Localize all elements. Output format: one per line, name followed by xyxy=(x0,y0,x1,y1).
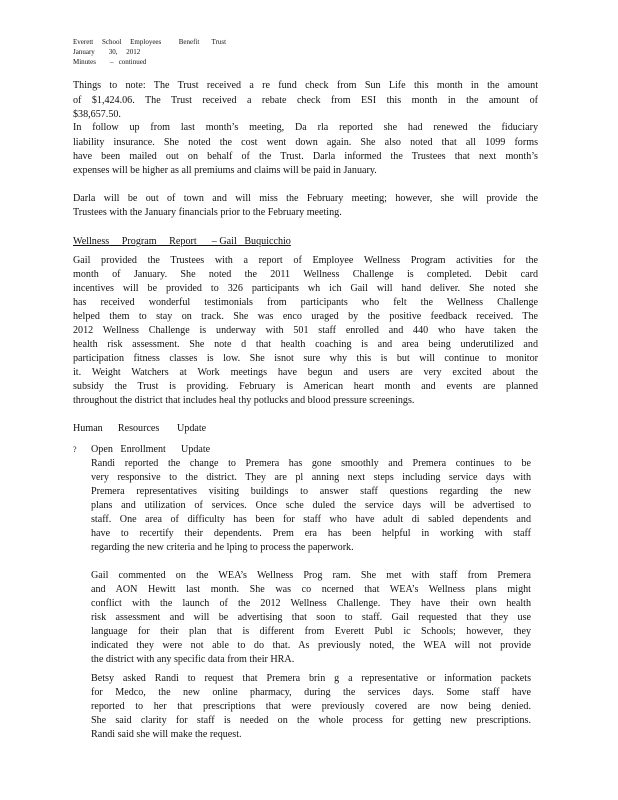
paragraph-line: staff. One area of difficulty has been for staff who have adult di sabled dependents and xyxy=(91,514,531,525)
paragraph-line: Gail commented on the WEA’s Wellness Prog ram. She met with staff from Premera xyxy=(91,570,531,581)
header-line-3: Minutes – continued xyxy=(73,58,147,66)
paragraph-line: $38,657.50. xyxy=(73,109,121,120)
paragraph-line: Gail provided the Trustees with a report of Employee Wellness Program activities for the xyxy=(73,255,538,266)
paragraph-line: language for their plan that is different from Everett Publ ic Schools; however, they xyxy=(91,626,531,637)
hr-heading: Human Resources Update xyxy=(73,423,207,434)
header-line-1: Everett School Employees Benefit Trust xyxy=(73,38,227,46)
paragraph-line: has received wonderful testimonials from participants who felt the Wellness Challenge xyxy=(73,297,538,308)
paragraph-line: Things to note: The Trust received a re fund check from Sun Life this month in the amount xyxy=(73,80,538,91)
paragraph-line: conflict with the launch of the 2012 Wellness Challenge. They have their own health xyxy=(91,598,531,609)
paragraph-line: regarding the new criteria and he lping to process the paperwork. xyxy=(91,542,354,553)
paragraph-line: Randi reported the change to Premera has gone smoothly and Premera continues to be xyxy=(91,458,531,469)
paragraph-line: 2012 Wellness Challenge is underway with 501 staff enrolled and 440 who have taken the xyxy=(73,325,538,336)
paragraph-line: and AON Hewitt last month. She was co ncerned that WEA’s Wellness plans might xyxy=(91,584,531,595)
paragraph-line: have been mailed out on behalf of the Trust. Darla informed the Trustees that next month’s xyxy=(73,151,538,162)
paragraph-line: Randi said she will make the request. xyxy=(91,729,242,740)
paragraph-line: Premera representatives visiting buildings to answer staff questions regarding the new xyxy=(91,486,531,497)
paragraph-line: month of January. She noted the 2011 Wellness Challenge is completed. Debit card xyxy=(73,269,538,280)
paragraph-line: for Medco, the new online pharmacy, during the services days. Some staff have xyxy=(91,687,531,698)
paragraph-line: She said clarity for staff is needed on the whole process for getting new prescriptions. xyxy=(91,715,531,726)
paragraph-line: reported to her that prescriptions that were previously covered are now being denied. xyxy=(91,701,531,712)
paragraph-line: very responsive to the district. They are pl anning next steps including service days with xyxy=(91,472,531,483)
paragraph-line: Darla will be out of town and will miss the February meeting; however, she will provide the xyxy=(73,193,538,204)
paragraph-line: risk assessment and will be advertising that soon to staff. Gail requested that they use xyxy=(91,612,531,623)
paragraph-line: Betsy asked Randi to request that Premera brin g a representative or information packets xyxy=(91,673,531,684)
paragraph-line: expenses will be higher as all premiums and claims will be paid in January. xyxy=(73,165,377,176)
paragraph-line: throughout the district that includes heal thy potlucks and blood pressure screenings. xyxy=(73,395,415,406)
paragraph-line: helped them to stay on track. She was enco uraged by the positive feedback received. The xyxy=(73,311,538,322)
paragraph-line: subsidy the Trust is providing. February is American heart month and events are planned xyxy=(73,381,538,392)
paragraph-line: plans and utilization of services. Once sche duled the service days will be advertised to xyxy=(91,500,531,511)
open-enrollment-title: Open Enrollment Update xyxy=(91,444,211,455)
header-line-2: January 30, 2012 xyxy=(73,48,141,56)
paragraph-line: In follow up from last month’s meeting, Da rla reported she had renewed the fiduciary xyxy=(73,122,538,133)
paragraph-line: it. Weight Watchers at Work meetings have begun and users are very excited about the xyxy=(73,367,538,378)
paragraph-line: the district with any specific data from their HRA. xyxy=(91,654,295,665)
paragraph-line: of $1,424.06. The Trust received a rebate check from ESI this month in the amount of xyxy=(73,95,538,106)
paragraph-line: incentives will be provided to 326 participants wh ich Gail will hand deliver. She noted she xyxy=(73,283,538,294)
paragraph-line: liability insurance. She noted the cost went down again. She also noted that all 1099 forms xyxy=(73,137,538,148)
paragraph-line: have to recertify their dependents. Prem era has been helpful in working with staff xyxy=(91,528,531,539)
bullet-marker: ? xyxy=(73,445,77,454)
paragraph-line: health risk assessment. She note d that health coaching is and area being underutilized and xyxy=(73,339,538,350)
wellness-heading: Wellness Program Report – Gail Buquicchio xyxy=(73,236,291,247)
paragraph-line: indicated they were not able to do that. As previously noted, the WEA will not provide xyxy=(91,640,531,651)
paragraph-line: participation fitness classes is low. She isnot sure why this is but will continue to monitor xyxy=(73,353,538,364)
paragraph-line: Trustees with the January financials prior to the February meeting. xyxy=(73,207,342,218)
